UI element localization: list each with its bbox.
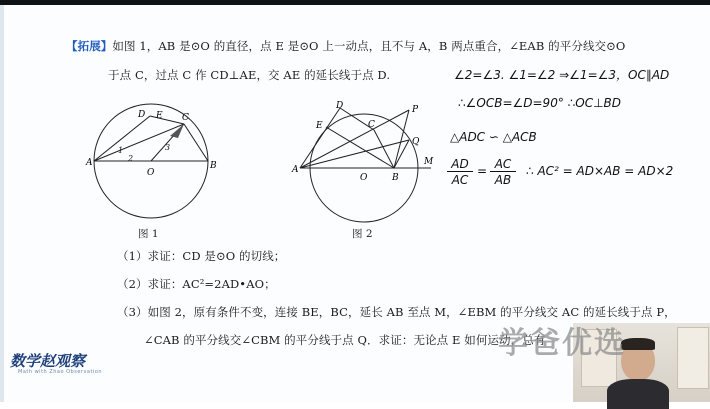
fig2-label-m: M bbox=[424, 157, 434, 167]
hand-equals: = bbox=[477, 164, 488, 178]
question-2: （2）求证：AC²=2AD•AO； bbox=[117, 277, 276, 291]
figure-2-caption: 图 2 bbox=[352, 228, 373, 240]
fig2-line-ap bbox=[300, 110, 409, 168]
fig1-label-c: C bbox=[182, 113, 189, 123]
hand-line-4: ∴ AC² = AD×AB = AD×2 bbox=[526, 164, 674, 178]
fig2-label-q: Q bbox=[412, 137, 420, 147]
figure-1-caption: 图 1 bbox=[138, 228, 159, 240]
fig2-label-a: A bbox=[292, 165, 299, 175]
fig1-label-e: E bbox=[156, 111, 163, 121]
question-1: （1）求证：CD 是⊙O 的切线； bbox=[117, 249, 286, 263]
hand-frac-2-den: AB bbox=[494, 173, 512, 187]
presenter-hair bbox=[621, 338, 655, 350]
problem-line-1 bbox=[66, 38, 625, 54]
fig1-shaded-mark bbox=[170, 124, 184, 138]
fig2-label-c: C bbox=[368, 120, 375, 130]
watermark: 学爸优选 bbox=[498, 326, 626, 361]
fig1-angle-2: 2 bbox=[128, 154, 134, 163]
fig2-label-p: P bbox=[412, 105, 419, 115]
fig2-line-eb bbox=[326, 127, 394, 168]
fig1-label-a: A bbox=[86, 158, 93, 168]
fig2-line-bq bbox=[394, 140, 409, 168]
fig1-angle-1: 1 bbox=[118, 146, 124, 155]
problem-line-2: 于点 C，过点 C 作 CD⊥AE，交 AE 的延长线于点 D. bbox=[108, 68, 391, 82]
hand-frac-2-bar bbox=[490, 171, 516, 172]
fig1-label-b: B bbox=[210, 161, 217, 171]
hand-frac-1-num: AD bbox=[451, 157, 469, 171]
fig1-label-o: O bbox=[147, 168, 155, 178]
fig1-label-d: D bbox=[138, 110, 146, 120]
question-3-line-1: （3）如图 2，原有条件不变，连接 BE，BC，延长 AB 至点 M，∠EBM 的平分线交 AC 的延长线于点 P， bbox=[117, 305, 676, 319]
fig2-label-d: D bbox=[336, 101, 344, 111]
fig2-label-b: B bbox=[392, 173, 399, 183]
fig1-line-ac bbox=[94, 124, 184, 161]
camera-background-scroll-right bbox=[677, 327, 709, 389]
hand-line-3: △ADC ∽ △ACB bbox=[450, 130, 537, 144]
channel-logo-subtitle: Math with Zhao Observation bbox=[18, 369, 103, 375]
hand-frac-1-den: AC bbox=[451, 173, 469, 187]
hand-line-2: ∴∠OCB=∠D=90° ∴OC⊥BD bbox=[458, 96, 622, 110]
fig2-line-bp bbox=[394, 110, 409, 168]
fig2-label-e: E bbox=[316, 121, 323, 131]
figure-2 bbox=[288, 100, 438, 225]
problem-line-1-text: 如图 1，AB 是⊙O 的直径，点 E 是⊙O 上一动点，且不与 A，B 两点重合，∠EAB 的平分线交⊙O bbox=[112, 39, 626, 53]
problem-tag: 【拓展】 bbox=[66, 39, 113, 53]
presenter-shirt bbox=[607, 379, 669, 409]
fig1-angle-3: 3 bbox=[165, 143, 171, 152]
channel-logo: 数学赵观察 bbox=[10, 352, 86, 370]
hand-line-1: ∠2=∠3. ∠1=∠2 ⇒∠1=∠3，OC∥AD bbox=[454, 68, 670, 82]
question-3-line-2: ∠CAB 的平分线交∠CBM 的平分线于点 Q．求证：无论点 E 如何运动，总有 bbox=[144, 333, 546, 347]
fig2-label-o: O bbox=[360, 173, 368, 183]
hand-frac-2-num: AC bbox=[494, 157, 512, 171]
hand-frac-1-bar bbox=[447, 171, 473, 172]
figure-1 bbox=[86, 100, 220, 225]
